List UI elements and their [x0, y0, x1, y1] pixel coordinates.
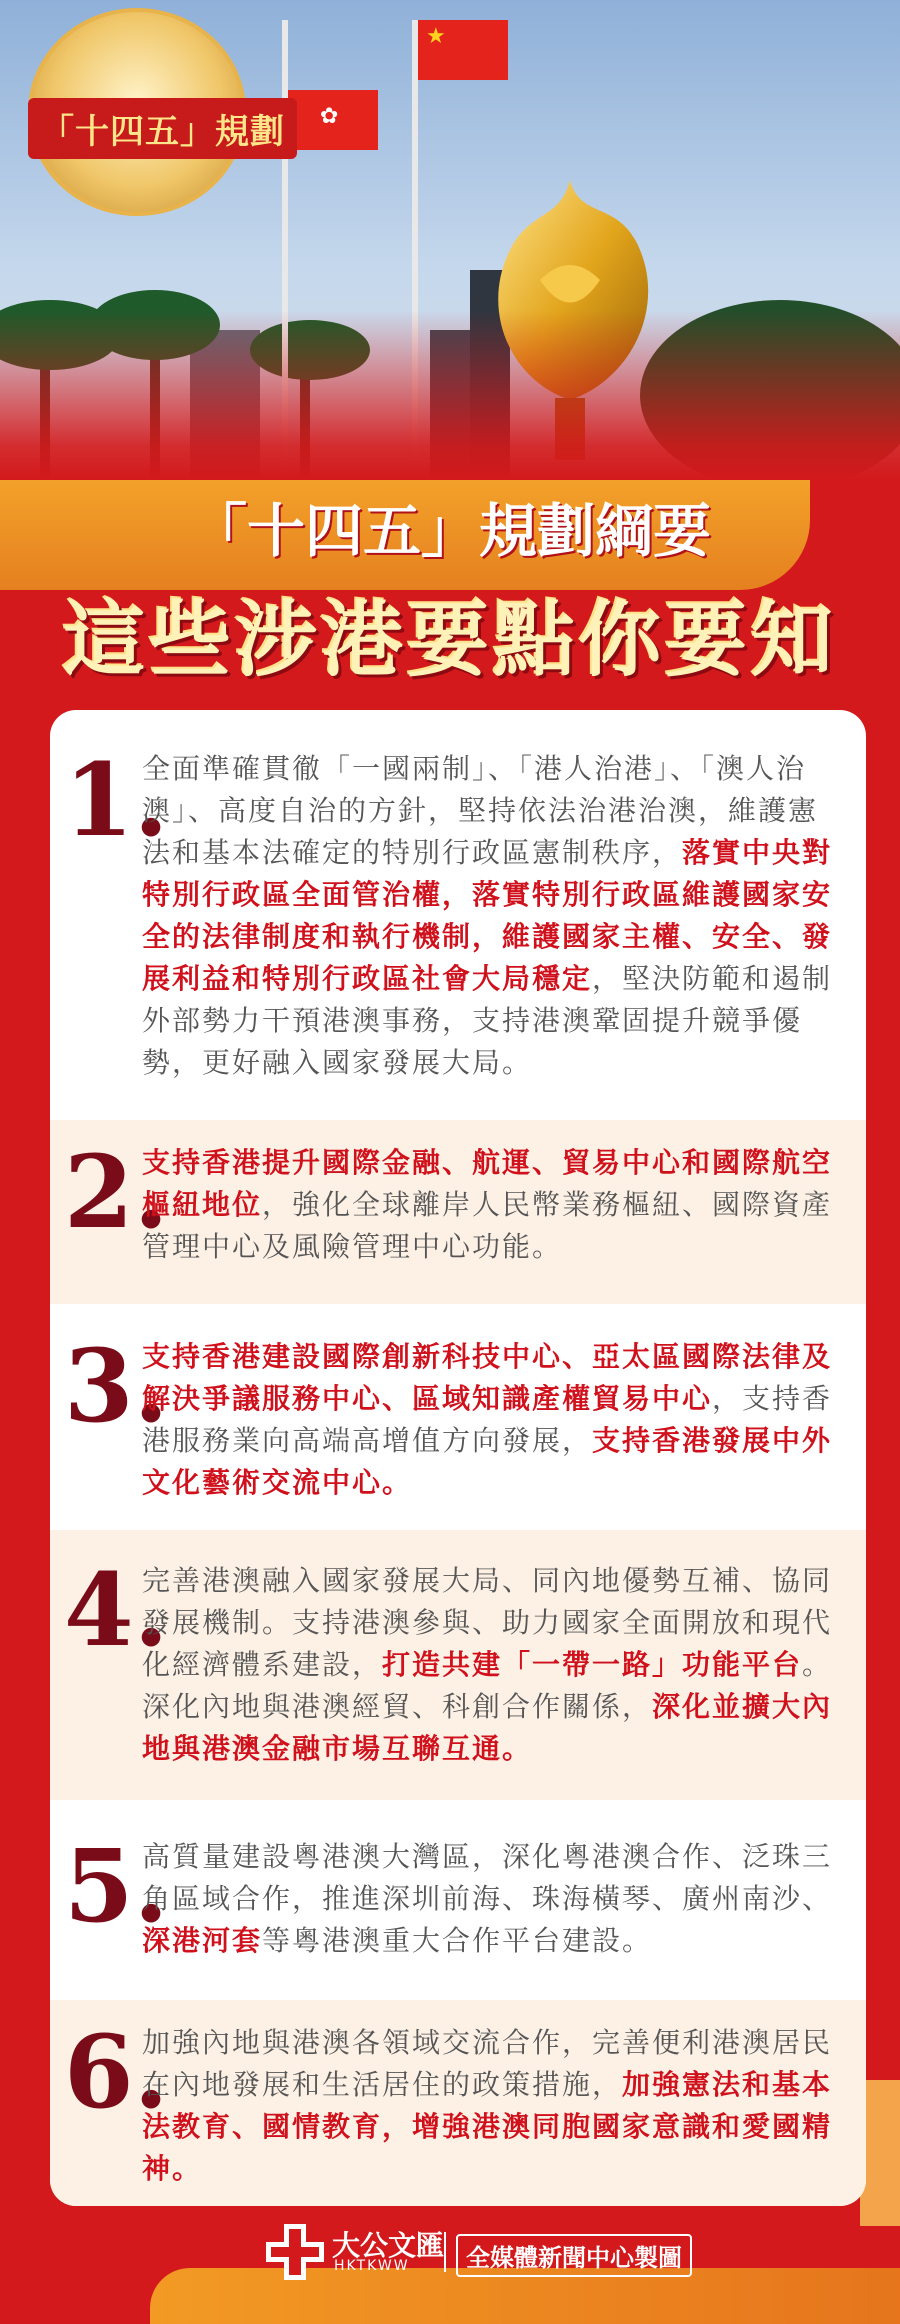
hk-flag [288, 90, 378, 150]
point-number: 5. [64, 1827, 169, 1945]
point-item-5 [50, 1800, 866, 2000]
bauhinia-icon: ✿ [320, 104, 339, 129]
highlight-segment: 打造共建「一帶一路」功能平台 [382, 1648, 803, 1681]
point-number: 4. [64, 1551, 169, 1669]
star-icon: ★ [426, 24, 446, 49]
point-number: 1. [64, 741, 169, 859]
highlight-segment: 支持香港提升國際金融、航運、貿易中心和國際航空樞紐地位 [142, 1146, 833, 1221]
highlight-segment: 加強憲法和基本法教育、國情教育，增強港澳同胞國家意識和愛國精神。 [142, 2068, 833, 2185]
card-accent [860, 2080, 900, 2226]
footer-divider [444, 2232, 446, 2272]
text-segment: 完善港澳融入國家發展大局、同內地優勢互補、協同發展機制。支持港澳參與、助力國家全面開放和現代化經濟體系建設， [142, 1564, 833, 1681]
text-segment: 高質量建設粵港澳大灣區，深化粵港澳合作、泛珠三角區域合作，推進深圳前海、珠海橫琴、廣州南沙、 [142, 1840, 833, 1915]
text-segment: ，強化全球離岸人民幣業務樞紐、國際資產管理中心及風險管理中心功能。 [142, 1188, 833, 1263]
point-item-1 [50, 710, 866, 1120]
point-text [142, 748, 847, 1084]
china-flag [418, 20, 508, 80]
hero-photo [0, 0, 900, 480]
highlight-segment: 深港河套 [142, 1924, 263, 1957]
point-item-3 [50, 1304, 866, 1530]
point-text [142, 1336, 847, 1504]
highlight-segment: 支持香港發展中外文化藝術交流中心。 [142, 1424, 833, 1499]
publisher-name-en: HKTKWW [334, 2258, 410, 2274]
highlight-segment: 支持香港建設國際創新科技中心、亞太區國際法律及解決爭議服務中心、區域知識產權貿易中心 [142, 1340, 833, 1415]
hero-fade [0, 310, 900, 480]
point-text [142, 2022, 847, 2190]
highlight-segment: 落實中央對特別行政區全面管治權，落實特別行政區維護國家安全的法律制度和執行機制，維護國家主權、安全、發展利益和特別行政區社會大局穩定 [142, 836, 833, 995]
badge-label: 「十四五」規劃 [28, 98, 297, 159]
point-text [142, 1560, 847, 1770]
text-segment: 。深化內地與港澳經貿、科創合作關係， [142, 1648, 833, 1723]
point-number: 3. [64, 1327, 169, 1445]
point-item-6 [50, 2000, 866, 2206]
point-item-4 [50, 1530, 866, 1800]
point-number: 6. [64, 2013, 169, 2131]
point-text [142, 1142, 847, 1268]
footer-credit: 全媒體新聞中心製圖 [456, 2234, 692, 2277]
point-item-2 [50, 1120, 866, 1304]
points-card [50, 710, 866, 2206]
point-number: 2. [64, 1133, 169, 1251]
page-subtitle: 「十四五」規劃綱要 [188, 497, 711, 565]
text-segment: 等粵港澳重大合作平台建設。 [262, 1924, 653, 1957]
publisher-name: 大公文匯 [332, 2229, 445, 2262]
point-text [142, 1836, 847, 1962]
publisher-logo-icon [262, 2222, 328, 2282]
text-segment: ，堅決防範和遏制外部勢力干預港澳事務，支持港澳鞏固提升競爭優勢，更好融入國家發展大局。 [142, 962, 833, 1079]
text-segment: 全面準確貫徹「一國兩制」、「港人治港」、「澳人治澳」、高度自治的方針，堅持依法治港治澳，維護憲法和基本法確定的特別行政區憲制秩序， [142, 752, 819, 869]
text-segment: 加強內地與港澳各領域交流合作，完善便利港澳居民在內地發展和生活居住的政策措施， [142, 2026, 833, 2101]
highlight-segment: 深化並擴大內地與港澳金融市場互聯互通。 [142, 1690, 833, 1765]
page-title: 這些涉港要點你要知 [62, 593, 837, 688]
text-segment: ，支持香港服務業向高端高增值方向發展， [142, 1382, 833, 1457]
